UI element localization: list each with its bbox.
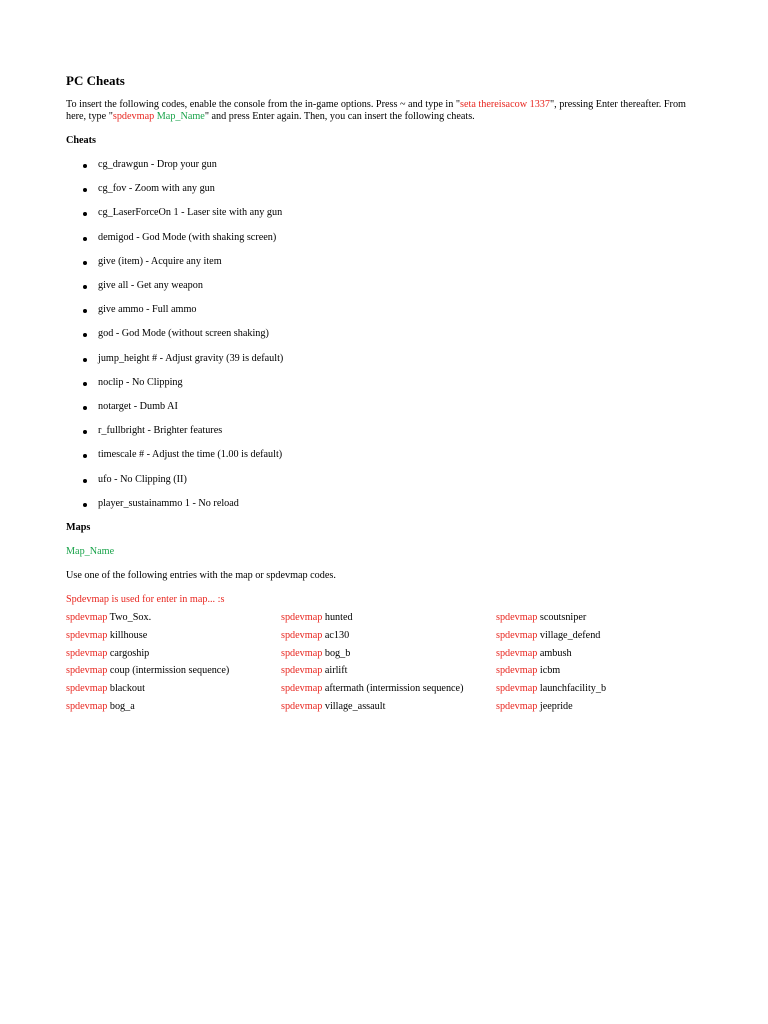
cheat-item (98, 207, 282, 218)
cheat-text: cg_fov - Zoom with any gun (98, 183, 215, 195)
map-entry-name: hunted (322, 612, 353, 623)
spdevmap-prefix: spdevmap (281, 683, 323, 695)
map-name-label: Map_Name (66, 546, 115, 557)
map-entry (66, 630, 147, 641)
map-entry-name: cargoship (107, 647, 150, 659)
cheat-item (98, 256, 222, 267)
spdevmap-prefix: spdevmap (281, 647, 323, 659)
map-entry (281, 630, 349, 641)
bullet-icon (83, 382, 87, 386)
spdevmap-prefix: spdevmap (66, 665, 108, 677)
bullet-icon (83, 285, 87, 289)
cheat-item (98, 449, 282, 460)
spdevmap-prefix: spdevmap (496, 612, 538, 623)
map-entry (66, 683, 145, 694)
spdevmap-prefix: spdevmap (496, 629, 538, 641)
page-title: PC Cheats (66, 73, 125, 88)
bullet-icon (83, 406, 87, 410)
spdevmap-prefix: spdevmap (66, 612, 108, 623)
intro-paragraph (66, 99, 706, 123)
cheat-text: r_fullbright - Brighter features (98, 425, 223, 437)
bullet-icon (83, 212, 87, 216)
map-entry (281, 665, 348, 676)
map-entry (281, 648, 350, 659)
spdevmap-prefix: spdevmap (496, 683, 538, 695)
intro-text-2: ", pressing Enter thereafter. From here, type " (66, 99, 686, 122)
cheat-text: demigod - God Mode (with shaking screen) (98, 231, 277, 243)
spdevmap-prefix: spdevmap (281, 629, 323, 641)
cheat-text: give (item) - Acquire any item (98, 255, 222, 267)
spdevmap-code: spdevmap (112, 111, 155, 122)
cheat-text: give all - Get any weapon (98, 280, 203, 291)
map-entry-name: launchfacility_b (537, 683, 607, 695)
map-entry-name: ambush (537, 647, 572, 659)
cheat-text: notarget - Dumb AI (98, 401, 178, 412)
map-entry (496, 665, 560, 676)
map-entry-name: scoutsniper (537, 612, 587, 623)
cheat-text: cg_drawgun - Drop your gun (98, 159, 217, 170)
bullet-icon (83, 237, 87, 241)
spdevmap-note: Spdevmap is used for enter in map... :s (66, 594, 225, 605)
bullet-icon (83, 188, 87, 192)
map-entry-name: icbm (537, 665, 561, 677)
map-entry (496, 648, 572, 659)
cheat-text: timescale # - Adjust the time (1.00 is default) (98, 449, 283, 461)
cheats-heading: Cheats (66, 135, 96, 146)
map-entry-name: aftermath (intermission sequence) (322, 683, 464, 695)
spdevmap-prefix: spdevmap (66, 683, 108, 695)
map-entry (66, 648, 149, 659)
map-entry (496, 630, 600, 641)
map-entry-name: bog_b (322, 647, 351, 659)
map-instructions: Use one of the following entries with the map or spdevmap codes. (66, 570, 336, 581)
spdevmap-prefix: spdevmap (281, 665, 323, 677)
spdevmap-prefix: spdevmap (281, 701, 323, 712)
bullet-icon (83, 454, 87, 458)
cheat-text: noclip - No Clipping (98, 376, 183, 388)
maps-heading: Maps (66, 522, 91, 533)
cheat-item (98, 377, 183, 388)
bullet-icon (83, 430, 87, 434)
bullet-icon (83, 333, 87, 337)
map-entry-name: ac130 (322, 629, 350, 641)
intro-text-1: To insert the following codes, enable the console from the in-game options. Press ~ and type in " (66, 99, 461, 110)
map-entry-name: coup (intermission sequence) (107, 665, 230, 677)
map-entry-name: village_assault (322, 701, 386, 712)
bullet-icon (83, 261, 87, 265)
cheat-item (98, 328, 269, 339)
cheat-text: give ammo - Full ammo (98, 304, 197, 316)
map-entry-name: Two_Sox. (107, 612, 152, 623)
cheat-item (98, 183, 215, 194)
map-entry (496, 701, 573, 712)
map-entry-name: blackout (107, 683, 145, 695)
cheat-item (98, 474, 187, 485)
spdevmap-prefix: spdevmap (66, 629, 108, 641)
map-entry (281, 612, 353, 623)
cheat-item (98, 159, 217, 170)
map-entry-name: killhouse (107, 629, 148, 641)
bullet-icon (83, 479, 87, 483)
cheat-item (98, 280, 203, 291)
cheat-item (98, 353, 283, 364)
map-entry (66, 701, 135, 712)
map-entry-name: jeepride (537, 701, 573, 712)
map-entry (281, 683, 463, 694)
map-entry-name: village_defend (537, 629, 601, 641)
spdevmap-prefix: spdevmap (496, 701, 538, 712)
spdevmap-prefix: spdevmap (496, 665, 538, 677)
map-entry (66, 612, 151, 623)
spdevmap-prefix: spdevmap (496, 647, 538, 659)
cheat-item (98, 304, 196, 315)
cheat-text: ufo - No Clipping (II) (98, 473, 187, 485)
map-entry (281, 701, 385, 712)
map-entry (496, 612, 586, 623)
map-entry (496, 683, 606, 694)
spdevmap-prefix: spdevmap (281, 612, 323, 623)
bullet-icon (83, 309, 87, 313)
cheat-text: jump_height # - Adjust gravity (39 is default) (98, 352, 284, 364)
cheat-item (98, 425, 222, 436)
map-name-code: Map_Name (156, 111, 205, 122)
cheat-text: cg_LaserForceOn 1 - Laser site with any gun (98, 207, 283, 219)
spdevmap-prefix: spdevmap (66, 701, 108, 712)
cheat-item (98, 401, 178, 412)
spdevmap-prefix: spdevmap (66, 647, 108, 659)
map-entry (66, 665, 229, 676)
cheat-text: god - God Mode (without screen shaking) (98, 328, 269, 340)
bullet-icon (83, 164, 87, 168)
bullet-icon (83, 358, 87, 362)
map-entry-name: airlift (322, 665, 348, 677)
intro-text-3: " and press Enter again. Then, you can insert the following cheats. (204, 111, 475, 122)
map-entry-name: bog_a (107, 701, 135, 712)
cheat-item (98, 232, 276, 243)
seta-code: seta thereisacow 1337 (460, 99, 550, 110)
bullet-icon (83, 503, 87, 507)
cheat-item (98, 498, 239, 509)
cheat-text: player_sustainammo 1 - No reload (98, 497, 239, 509)
